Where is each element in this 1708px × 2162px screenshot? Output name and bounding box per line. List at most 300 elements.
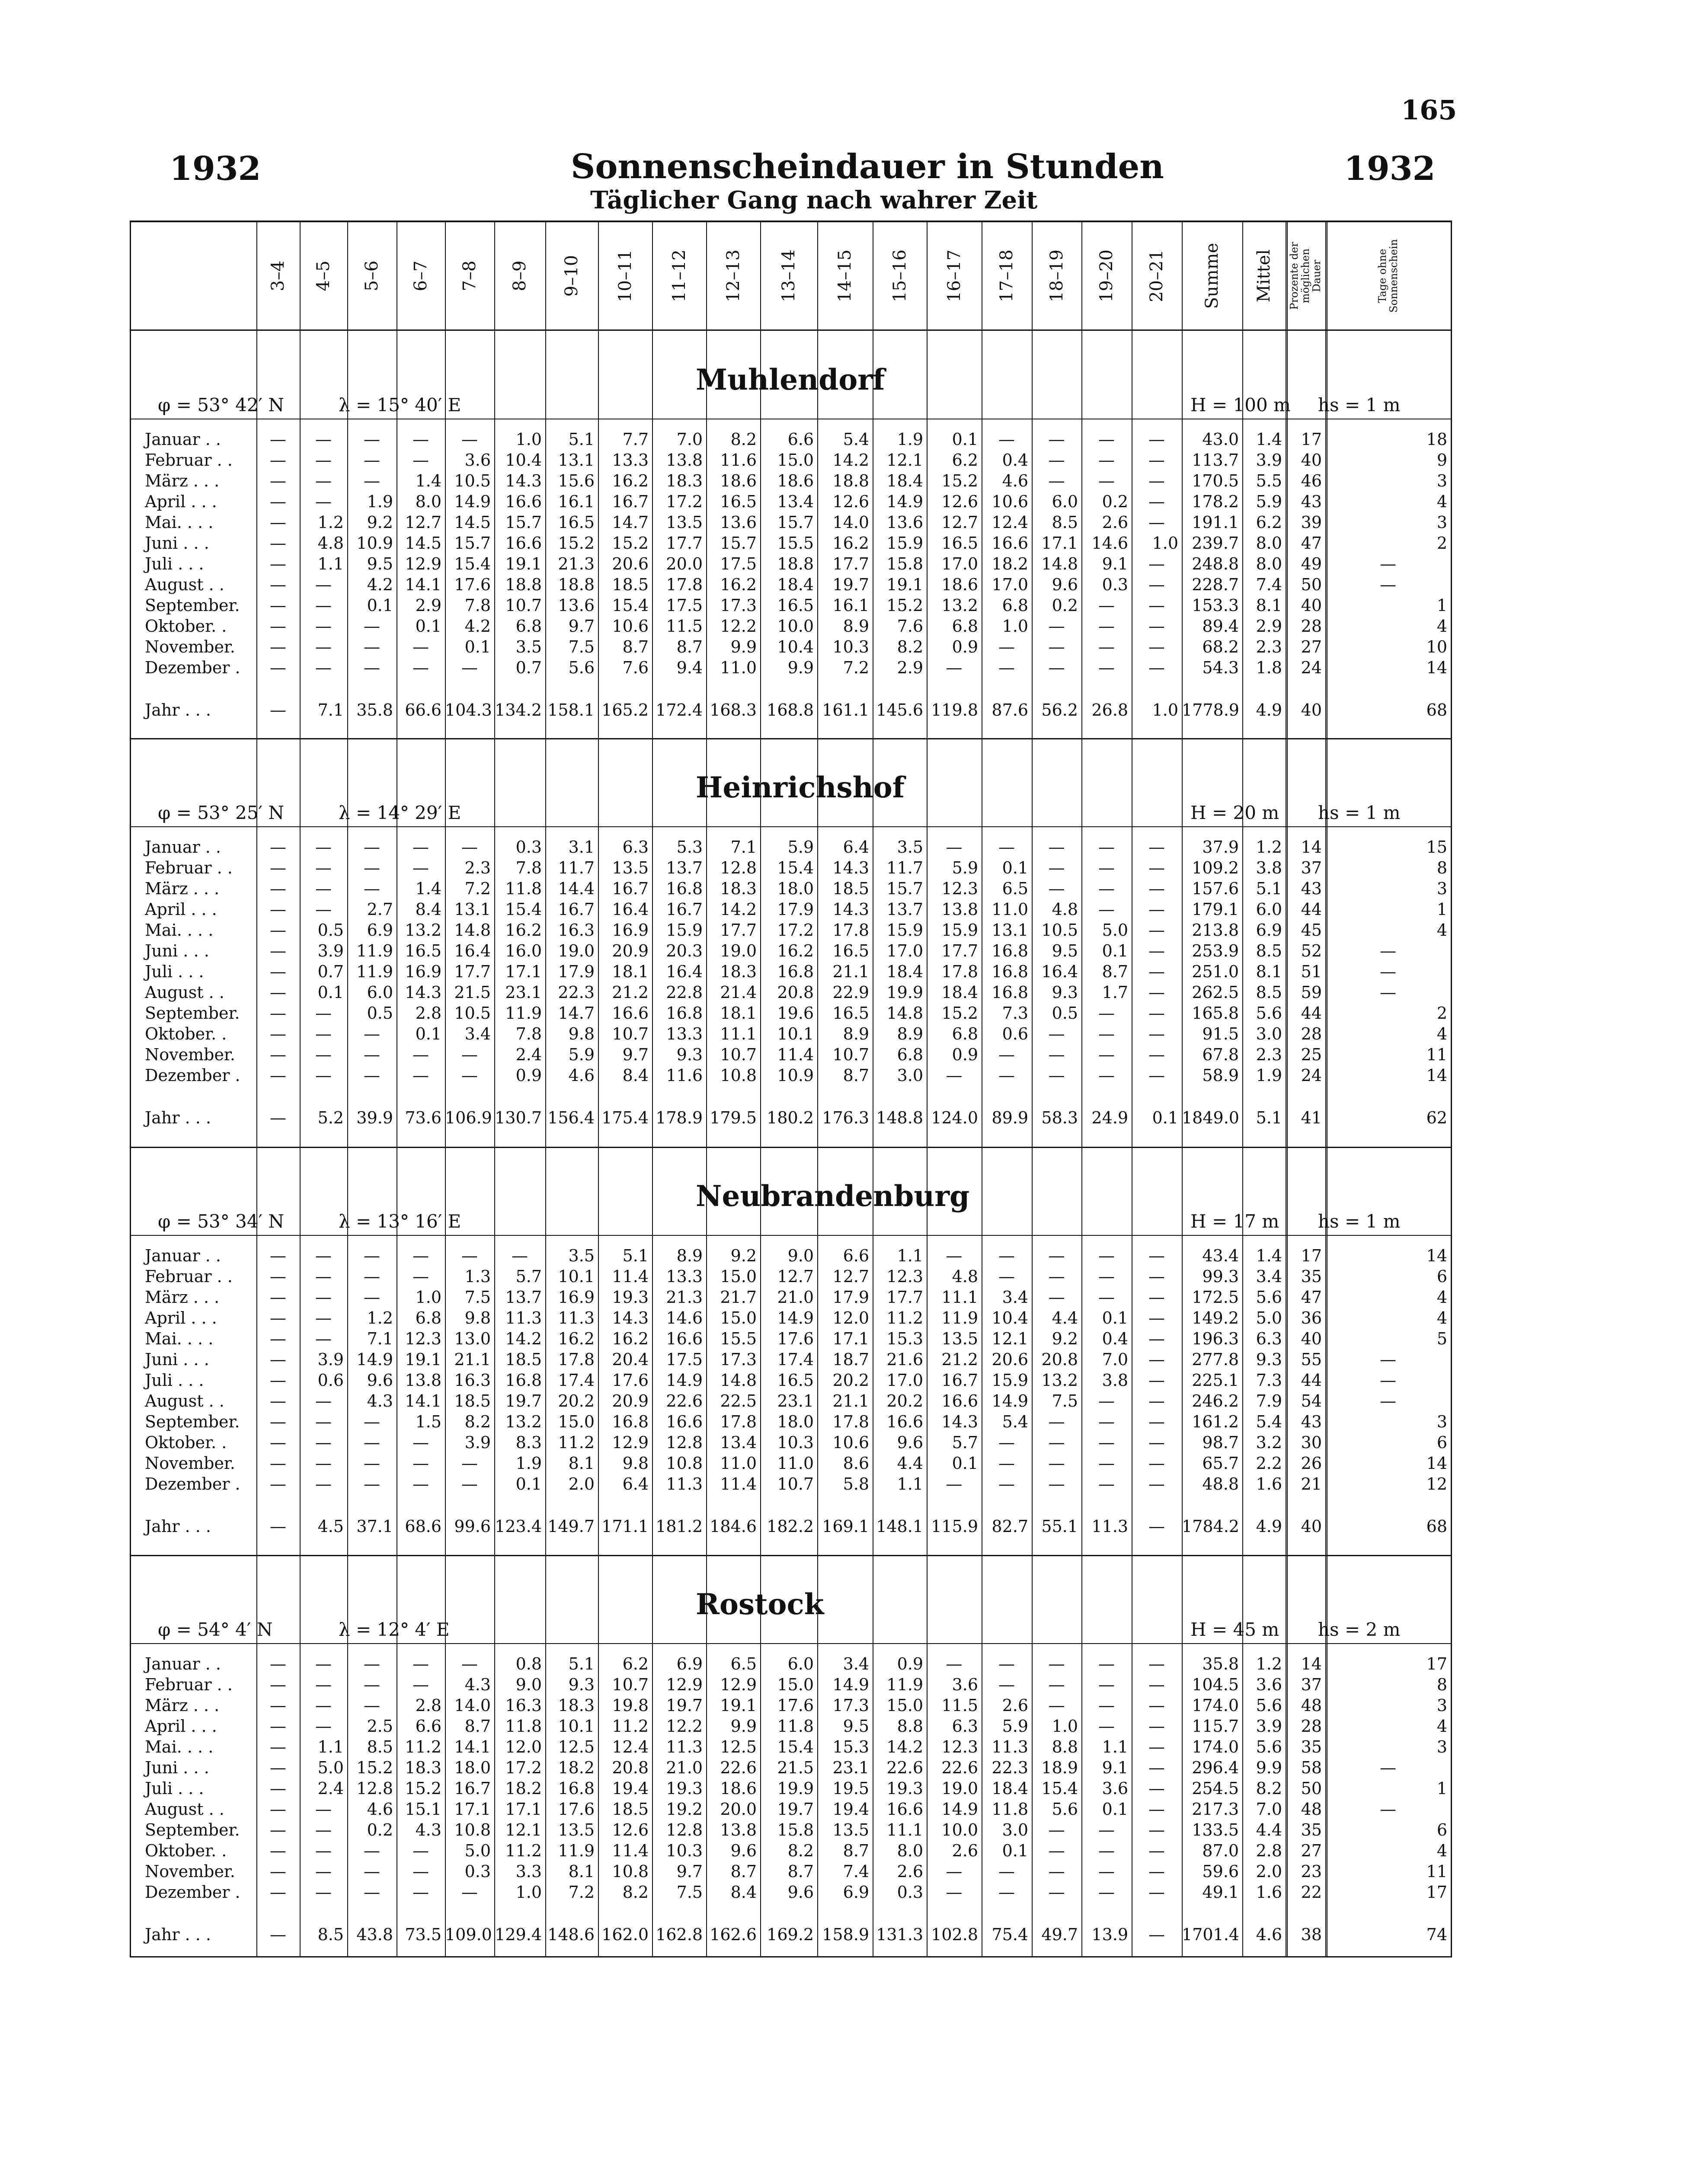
table-cell: 5 bbox=[1436, 1329, 1447, 1348]
table-row bbox=[131, 1066, 1451, 1087]
table-cell: 5.5 bbox=[1256, 471, 1282, 490]
table-cell: 16.6 bbox=[886, 1800, 923, 1819]
table-cell: 16.4 bbox=[612, 900, 649, 919]
table-cell: 4.6 bbox=[568, 1066, 595, 1085]
row-label: Juni . . . bbox=[145, 1758, 209, 1777]
table-cell: 6.9 bbox=[367, 921, 393, 940]
table-row bbox=[131, 1045, 1451, 1066]
table-cell: 24.9 bbox=[1091, 1108, 1128, 1127]
table-cell: 8.0 bbox=[415, 492, 441, 511]
row-label: Januar . . bbox=[145, 1246, 221, 1265]
table-cell: 22.6 bbox=[886, 1758, 923, 1777]
table-cell: 8.0 bbox=[1256, 534, 1282, 553]
table-cell: 17.2 bbox=[666, 492, 703, 511]
table-cell: 58 bbox=[1301, 1758, 1322, 1777]
table-cell: 14.2 bbox=[832, 451, 869, 470]
table-cell: 2.6 bbox=[1002, 1696, 1028, 1715]
table-cell: 149.2 bbox=[1192, 1308, 1239, 1327]
section-rule bbox=[131, 1147, 1451, 1148]
table-cell: — bbox=[413, 1433, 429, 1452]
table-cell: 19.4 bbox=[832, 1800, 869, 1819]
table-cell: 12.2 bbox=[720, 617, 757, 636]
row-label: Oktober. . bbox=[145, 1433, 227, 1452]
sensor-height: hs = 1 m bbox=[1318, 1211, 1401, 1232]
table-cell: — bbox=[1098, 1288, 1115, 1307]
table-cell: 21.3 bbox=[666, 1288, 703, 1307]
table-cell: 9.9 bbox=[787, 658, 814, 677]
table-cell: 14.3 bbox=[405, 983, 441, 1002]
table-cell: 8.7 bbox=[464, 1717, 491, 1736]
table-cell: 14.2 bbox=[886, 1737, 923, 1756]
table-cell: — bbox=[413, 838, 429, 857]
table-cell: — bbox=[270, 1288, 286, 1307]
table-cell: 4.8 bbox=[1052, 900, 1078, 919]
table-cell: 3.1 bbox=[568, 838, 595, 857]
column-header-label: 20–21 bbox=[1147, 249, 1167, 302]
table-cell: 18.6 bbox=[720, 471, 757, 490]
table-cell: 12.9 bbox=[405, 554, 441, 573]
table-cell: 87.6 bbox=[992, 700, 1028, 720]
table-cell: 6.0 bbox=[1256, 900, 1282, 919]
row-label: Dezember . bbox=[145, 1066, 240, 1085]
table-cell: 89.9 bbox=[992, 1108, 1028, 1127]
row-label: Jahr . . . bbox=[145, 1108, 211, 1127]
table-row bbox=[131, 1737, 1451, 1758]
table-cell: 0.1 bbox=[415, 617, 441, 636]
table-cell: — bbox=[1098, 1004, 1115, 1023]
table-cell: 38 bbox=[1301, 1925, 1322, 1944]
table-cell: 12.8 bbox=[666, 1433, 703, 1452]
table-cell: 124.0 bbox=[931, 1108, 978, 1127]
table-cell: 17.5 bbox=[720, 554, 757, 573]
table-cell: 13.1 bbox=[454, 900, 491, 919]
table-row bbox=[131, 451, 1451, 471]
table-cell: — bbox=[1148, 575, 1165, 594]
table-cell: 11.0 bbox=[777, 1454, 814, 1473]
table-cell: — bbox=[270, 1350, 286, 1369]
table-cell: — bbox=[315, 1024, 332, 1043]
table-cell: 17 bbox=[1301, 430, 1322, 449]
table-cell: — bbox=[364, 1024, 380, 1043]
table-cell: — bbox=[1098, 1675, 1115, 1694]
table-row bbox=[131, 1433, 1451, 1454]
table-cell: — bbox=[1148, 1329, 1165, 1348]
table-cell: — bbox=[270, 534, 286, 553]
table-cell: 19.3 bbox=[886, 1779, 923, 1798]
table-cell: — bbox=[1148, 492, 1165, 511]
table-cell: 18.3 bbox=[720, 879, 757, 898]
table-cell: — bbox=[364, 1433, 380, 1452]
row-label: Februar . . bbox=[145, 451, 233, 470]
longitude: λ = 13° 16′ E bbox=[339, 1211, 461, 1232]
row-label: Juli . . . bbox=[145, 962, 204, 981]
table-cell: 15.7 bbox=[454, 534, 491, 553]
table-cell: 47 bbox=[1301, 534, 1322, 553]
table-cell: — bbox=[364, 658, 380, 677]
table-cell: 13.6 bbox=[720, 513, 757, 532]
table-cell: 14.9 bbox=[666, 1371, 703, 1390]
table-cell: — bbox=[1148, 658, 1165, 677]
table-cell: 18.4 bbox=[886, 962, 923, 981]
table-cell: 9.9 bbox=[1256, 1758, 1282, 1777]
table-cell: 6.0 bbox=[367, 983, 393, 1002]
table-cell: 17.0 bbox=[941, 554, 978, 573]
table-cell: 10.7 bbox=[612, 1675, 649, 1694]
table-cell: 11.6 bbox=[720, 451, 757, 470]
table-cell: 4.4 bbox=[1256, 1820, 1282, 1839]
table-cell: 48 bbox=[1301, 1800, 1322, 1819]
column-header-label: 8–9 bbox=[510, 260, 530, 291]
table-cell: 19.1 bbox=[720, 1696, 757, 1715]
table-cell: 4.6 bbox=[367, 1800, 393, 1819]
table-cell: 16.8 bbox=[505, 1371, 542, 1390]
table-cell: 18 bbox=[1426, 430, 1447, 449]
table-cell: 17.6 bbox=[777, 1329, 814, 1348]
table-cell: 40 bbox=[1301, 1517, 1322, 1536]
table-cell: 16.4 bbox=[454, 941, 491, 960]
table-cell: — bbox=[998, 1246, 1015, 1265]
table-cell: 6.0 bbox=[787, 1654, 814, 1673]
table-cell: 21 bbox=[1301, 1474, 1322, 1494]
table-cell: 8.9 bbox=[897, 1024, 923, 1043]
table-cell: 5.7 bbox=[952, 1433, 978, 1452]
table-cell: 49 bbox=[1301, 554, 1322, 573]
table-cell: — bbox=[364, 838, 380, 857]
table-cell: 65.7 bbox=[1202, 1454, 1239, 1473]
table-cell: 13.2 bbox=[405, 921, 441, 940]
table-cell: — bbox=[364, 1862, 380, 1881]
table-cell: 0.3 bbox=[464, 1862, 491, 1881]
table-cell: 4.3 bbox=[367, 1391, 393, 1410]
table-cell: 5.6 bbox=[1256, 1696, 1282, 1715]
station-height: H = 100 m bbox=[1190, 394, 1291, 416]
table-cell: 0.4 bbox=[1002, 451, 1028, 470]
table-cell: 17 bbox=[1426, 1654, 1447, 1673]
table-cell: 19.6 bbox=[777, 1004, 814, 1023]
table-cell: 47 bbox=[1301, 1288, 1322, 1307]
table-cell: — bbox=[1148, 1024, 1165, 1043]
table-cell: — bbox=[1098, 1246, 1115, 1265]
table-cell: 13.8 bbox=[666, 451, 703, 470]
column-header-label: 11–12 bbox=[669, 249, 689, 302]
table-cell: — bbox=[998, 1675, 1015, 1694]
table-cell: 11.0 bbox=[720, 658, 757, 677]
table-cell: 9.5 bbox=[367, 554, 393, 573]
table-cell: 6.5 bbox=[730, 1654, 757, 1673]
table-cell: — bbox=[270, 1800, 286, 1819]
table-cell: 10.7 bbox=[777, 1474, 814, 1494]
table-cell: 0.1 bbox=[952, 1454, 978, 1473]
table-cell: 25 bbox=[1301, 1045, 1322, 1064]
table-cell: 15.7 bbox=[777, 513, 814, 532]
station-height: H = 17 m bbox=[1190, 1211, 1279, 1232]
page-subtitle: Täglicher Gang nach wahrer Zeit bbox=[590, 186, 1038, 214]
table-cell: — bbox=[1098, 471, 1115, 490]
table-cell: 11.8 bbox=[992, 1800, 1028, 1819]
table-row bbox=[131, 430, 1451, 451]
table-cell: — bbox=[1048, 838, 1065, 857]
table-cell: 5.6 bbox=[1052, 1800, 1078, 1819]
table-cell: — bbox=[1098, 451, 1115, 470]
table-cell: 8.4 bbox=[622, 1066, 649, 1085]
table-cell: 6 bbox=[1436, 1433, 1447, 1452]
table-cell: — bbox=[946, 1066, 963, 1085]
table-cell: — bbox=[1098, 1045, 1115, 1064]
table-cell: — bbox=[1098, 858, 1115, 877]
table-cell: 296.4 bbox=[1192, 1758, 1239, 1777]
table-cell: 17.0 bbox=[886, 1371, 923, 1390]
table-cell: 35.8 bbox=[1202, 1654, 1239, 1673]
table-cell: 16.2 bbox=[612, 1329, 649, 1348]
table-cell: 22.6 bbox=[666, 1391, 703, 1410]
column-header bbox=[706, 222, 760, 329]
table-cell: 5.1 bbox=[568, 1654, 595, 1673]
table-cell: 99.6 bbox=[454, 1517, 491, 1536]
table-cell: 4 bbox=[1436, 1024, 1447, 1043]
table-cell: 11.6 bbox=[666, 1066, 703, 1085]
table-cell: 162.0 bbox=[601, 1925, 649, 1944]
table-cell: 8.7 bbox=[787, 1862, 814, 1881]
table-cell: 1.1 bbox=[897, 1246, 923, 1265]
table-cell: 16.2 bbox=[720, 575, 757, 594]
table-cell: 178.9 bbox=[656, 1108, 703, 1127]
table-cell: 1784.2 bbox=[1182, 1517, 1239, 1536]
table-cell: 17.6 bbox=[454, 575, 491, 594]
table-cell: — bbox=[1148, 430, 1165, 449]
table-cell: — bbox=[1148, 471, 1165, 490]
table-cell: 5.1 bbox=[1256, 1108, 1282, 1127]
table-cell: 17.8 bbox=[832, 1412, 869, 1431]
table-cell: 4.9 bbox=[1256, 1517, 1282, 1536]
table-cell: 5.8 bbox=[843, 1474, 869, 1494]
sunshine-table bbox=[130, 221, 1452, 1957]
table-cell: 6 bbox=[1436, 1820, 1447, 1839]
table-cell: 18.6 bbox=[777, 471, 814, 490]
table-cell: 16.5 bbox=[720, 492, 757, 511]
table-row bbox=[131, 658, 1451, 679]
table-cell: — bbox=[1148, 1433, 1165, 1452]
table-cell: 7.3 bbox=[1256, 1371, 1282, 1390]
table-cell: — bbox=[1098, 430, 1115, 449]
table-row bbox=[131, 879, 1451, 900]
table-cell: 52 bbox=[1301, 941, 1322, 960]
table-cell: 3.6 bbox=[1256, 1675, 1282, 1694]
table-cell: 6.5 bbox=[1002, 879, 1028, 898]
table-cell: 14.9 bbox=[777, 1308, 814, 1327]
table-cell: 8.6 bbox=[843, 1454, 869, 1473]
table-cell: — bbox=[364, 858, 380, 877]
table-cell: — bbox=[270, 941, 286, 960]
table-cell: 12.3 bbox=[405, 1329, 441, 1348]
table-cell: 14.3 bbox=[505, 471, 542, 490]
table-cell: 9.3 bbox=[1256, 1350, 1282, 1369]
table-cell: — bbox=[1148, 1045, 1165, 1064]
table-cell: 43 bbox=[1301, 492, 1322, 511]
table-cell: 7.1 bbox=[730, 838, 757, 857]
table-cell: 13.8 bbox=[720, 1820, 757, 1839]
table-cell: 3.0 bbox=[897, 1066, 923, 1085]
table-cell: 16.5 bbox=[777, 596, 814, 615]
table-cell: 14.7 bbox=[558, 1004, 595, 1023]
table-cell: 45 bbox=[1301, 921, 1322, 940]
table-cell: 16.3 bbox=[558, 921, 595, 940]
table-cell: 8.2 bbox=[787, 1841, 814, 1860]
table-cell: 17.3 bbox=[720, 1350, 757, 1369]
table-cell: 20.2 bbox=[832, 1371, 869, 1390]
table-cell: 115.7 bbox=[1192, 1717, 1239, 1736]
table-cell: 12.3 bbox=[886, 1267, 923, 1286]
table-cell: 23 bbox=[1301, 1862, 1322, 1881]
table-cell: 11.9 bbox=[558, 1841, 595, 1860]
table-cell: 10.3 bbox=[777, 1433, 814, 1452]
table-cell: 170.5 bbox=[1192, 471, 1239, 490]
table-cell: 178.2 bbox=[1192, 492, 1239, 511]
station-name: Rostock bbox=[696, 1587, 824, 1621]
table-cell: — bbox=[1098, 900, 1115, 919]
table-cell: 196.3 bbox=[1192, 1329, 1239, 1348]
table-cell: 17.6 bbox=[777, 1696, 814, 1715]
table-cell: 46 bbox=[1301, 471, 1322, 490]
table-cell: — bbox=[998, 1454, 1015, 1473]
row-label: April . . . bbox=[145, 900, 217, 919]
table-cell: — bbox=[315, 1308, 332, 1327]
table-cell: — bbox=[998, 1474, 1015, 1494]
table-cell: 10.4 bbox=[505, 451, 542, 470]
table-cell: 8.0 bbox=[1256, 554, 1282, 573]
table-cell: — bbox=[1148, 1758, 1165, 1777]
table-cell: 19.7 bbox=[505, 1391, 542, 1410]
table-cell: 16.7 bbox=[612, 492, 649, 511]
station-section bbox=[131, 738, 1451, 1145]
table-cell: 39.9 bbox=[356, 1108, 393, 1127]
table-cell: 7.5 bbox=[676, 1883, 703, 1902]
table-cell: 6.9 bbox=[1256, 921, 1282, 940]
table-cell: 11.2 bbox=[505, 1841, 542, 1860]
row-label: August . . bbox=[145, 983, 224, 1002]
table-cell: — bbox=[364, 1267, 380, 1286]
table-cell: — bbox=[270, 451, 286, 470]
table-cell: 8.1 bbox=[1256, 962, 1282, 981]
table-cell: 74 bbox=[1426, 1925, 1447, 1944]
table-cell: — bbox=[270, 1841, 286, 1860]
table-cell: 2.6 bbox=[952, 1841, 978, 1860]
table-cell: 4.5 bbox=[317, 1517, 344, 1536]
table-cell: 18.4 bbox=[886, 471, 923, 490]
table-cell: 162.6 bbox=[710, 1925, 757, 1944]
table-cell: 9.1 bbox=[1102, 554, 1128, 573]
table-cell: 1.3 bbox=[464, 1267, 491, 1286]
table-row bbox=[131, 1841, 1451, 1862]
table-cell: 14.1 bbox=[405, 575, 441, 594]
table-cell: 16.8 bbox=[777, 962, 814, 981]
table-cell: 1.7 bbox=[1102, 983, 1128, 1002]
table-cell: 161.1 bbox=[822, 700, 869, 720]
table-cell: 4 bbox=[1436, 1288, 1447, 1307]
table-cell: 7.0 bbox=[1102, 1350, 1128, 1369]
table-cell: — bbox=[315, 1433, 332, 1452]
table-cell: — bbox=[946, 1862, 963, 1881]
column-header-label: 13–14 bbox=[779, 249, 799, 302]
table-cell: — bbox=[1098, 637, 1115, 656]
table-cell: — bbox=[1098, 879, 1115, 898]
table-cell: 2.4 bbox=[317, 1779, 344, 1798]
table-cell: — bbox=[1048, 858, 1065, 877]
table-cell: 21.2 bbox=[941, 1350, 978, 1369]
table-cell: 1.2 bbox=[367, 1308, 393, 1327]
table-cell: 19.7 bbox=[666, 1696, 703, 1715]
table-cell: 3 bbox=[1436, 1737, 1447, 1756]
table-cell: 14.8 bbox=[720, 1371, 757, 1390]
table-cell: — bbox=[1148, 1779, 1165, 1798]
table-cell: — bbox=[1148, 1883, 1165, 1902]
table-cell: 16.2 bbox=[558, 1329, 595, 1348]
table-cell: — bbox=[1148, 1517, 1165, 1536]
table-cell: 15.2 bbox=[941, 471, 978, 490]
table-cell: — bbox=[1048, 1675, 1065, 1694]
row-label: März . . . bbox=[145, 1288, 220, 1307]
table-cell: 17.1 bbox=[505, 1800, 542, 1819]
table-cell: 59 bbox=[1301, 983, 1322, 1002]
table-cell: 9.6 bbox=[367, 1371, 393, 1390]
table-cell: 6.2 bbox=[952, 451, 978, 470]
table-cell: 17.1 bbox=[1041, 534, 1078, 553]
table-row bbox=[131, 554, 1451, 575]
table-cell: 0.5 bbox=[367, 1004, 393, 1023]
table-cell: — bbox=[461, 838, 478, 857]
table-cell: 1.9 bbox=[367, 492, 393, 511]
table-cell: — bbox=[461, 1454, 478, 1473]
table-cell: 19.0 bbox=[941, 1779, 978, 1798]
table-cell: 0.1 bbox=[1102, 1308, 1128, 1327]
table-cell: 11.3 bbox=[1091, 1517, 1128, 1536]
table-cell: 3 bbox=[1436, 879, 1447, 898]
table-cell: 5.0 bbox=[464, 1841, 491, 1860]
table-cell: — bbox=[270, 492, 286, 511]
table-cell: — bbox=[1148, 1820, 1165, 1839]
table-cell: 15.2 bbox=[612, 534, 649, 553]
table-cell: — bbox=[1148, 858, 1165, 877]
table-cell: 15.7 bbox=[505, 513, 542, 532]
table-cell: 21.0 bbox=[777, 1288, 814, 1307]
table-cell: 15.5 bbox=[720, 1329, 757, 1348]
table-cell: 9.9 bbox=[730, 1717, 757, 1736]
table-cell: — bbox=[270, 1246, 286, 1265]
table-cell: — bbox=[1148, 1391, 1165, 1410]
column-header bbox=[1081, 222, 1132, 329]
table-cell: 55 bbox=[1301, 1350, 1322, 1369]
table-cell: — bbox=[315, 900, 332, 919]
table-cell: — bbox=[315, 838, 332, 857]
table-cell: 1.9 bbox=[897, 430, 923, 449]
table-cell: — bbox=[315, 596, 332, 615]
table-cell: — bbox=[1098, 1066, 1115, 1085]
table-cell: — bbox=[1148, 1675, 1165, 1694]
table-cell: 8.4 bbox=[415, 900, 441, 919]
table-cell: — bbox=[413, 1066, 429, 1085]
table-row bbox=[131, 1696, 1451, 1717]
table-cell: 179.5 bbox=[710, 1108, 757, 1127]
column-header bbox=[1325, 222, 1451, 329]
table-cell: 18.5 bbox=[612, 1800, 649, 1819]
table-cell: — bbox=[1380, 1350, 1396, 1369]
table-cell: 13.7 bbox=[505, 1288, 542, 1307]
table-cell: 15.4 bbox=[777, 858, 814, 877]
table-cell: 134.2 bbox=[495, 700, 542, 720]
column-header-label: Prozente der möglichen Dauer bbox=[1288, 242, 1323, 310]
table-cell: 1 bbox=[1436, 900, 1447, 919]
table-cell: 8.1 bbox=[568, 1454, 595, 1473]
table-cell: 43.0 bbox=[1202, 430, 1239, 449]
